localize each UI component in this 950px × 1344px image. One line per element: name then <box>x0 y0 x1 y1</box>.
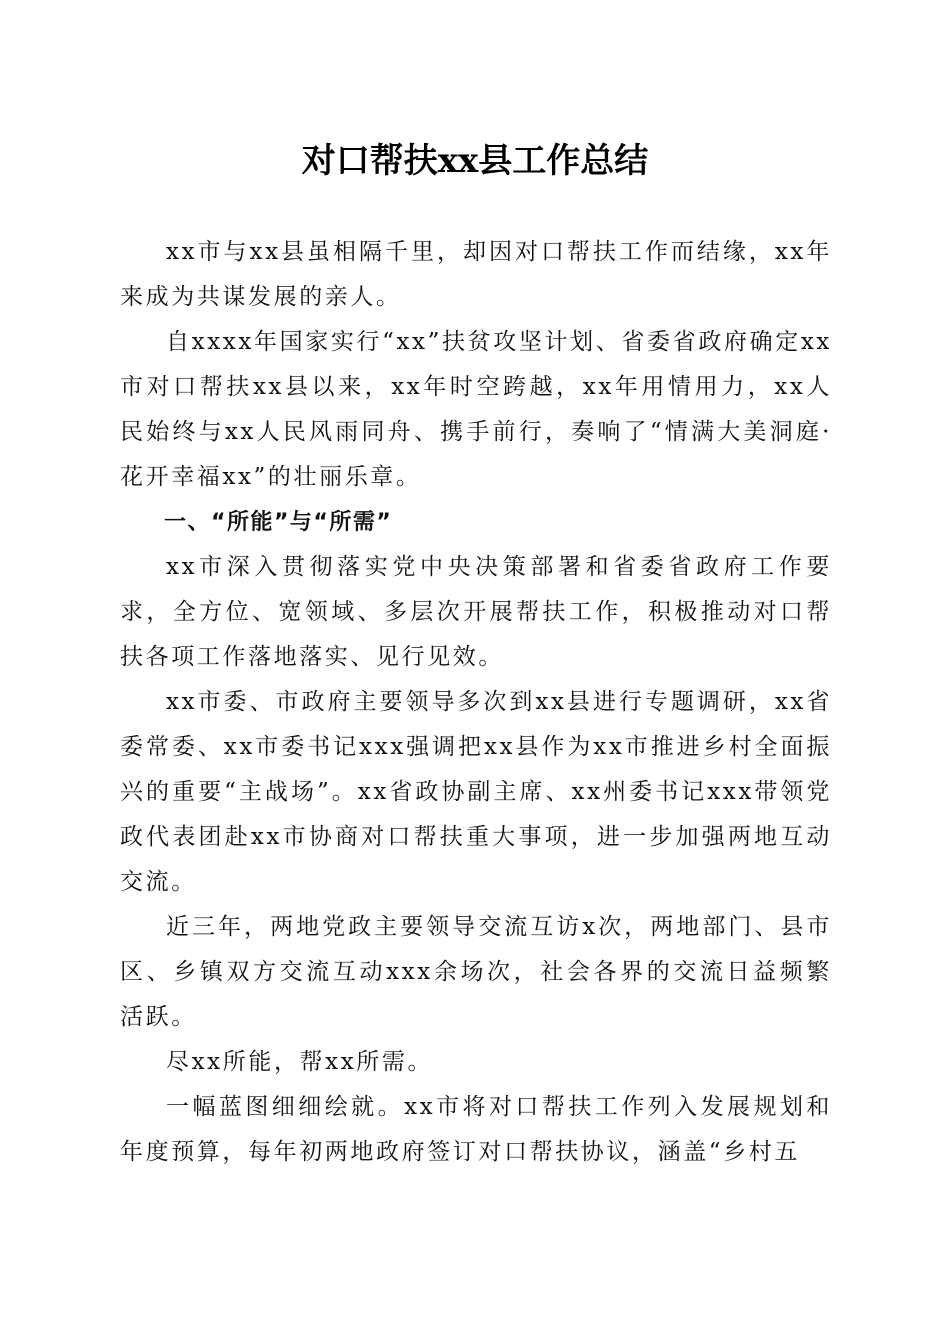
paragraph: xx市深入贯彻落实党中央决策部署和省委省政府工作要求，全方位、宽领域、多层次开展帮扶工作，积极推动对口帮扶各项工作落地落实、见行见效。 <box>120 554 832 670</box>
paragraph: 尽xx所能，帮xx所需。 <box>166 1049 434 1075</box>
paragraph: xx市委、市政府主要领导多次到xx县进行专题调研，xx省委常委、xx市委书记xxx强调把xx县作为xx市推进乡村全面振兴的重要“主战场”。xx省政协副主席、xx州委书记xxx带领党政代表团赴xx市协商对口帮扶重大事项，进一步加强两地互动交流。 <box>120 689 832 895</box>
paragraph: xx市与xx县虽相隔千里，却因对口帮扶工作而结缘，xx年来成为共谋发展的亲人。 <box>120 239 832 310</box>
section-heading: 一、“所能”与“所需” <box>164 510 393 535</box>
document-title: 对口帮扶xx县工作总结 <box>301 141 649 181</box>
paragraph: 近三年，两地党政主要领导交流互访x次，两地部门、县市区、乡镇双方交流互动xxx余场次，社会各界的交流日益频繁活跃。 <box>120 914 832 1030</box>
paragraph: 一幅蓝图细细绘就。xx市将对口帮扶工作列入发展规划和年度预算，每年初两地政府签订对口帮扶协议，涵盖“乡村五 <box>120 1094 832 1165</box>
document-body <box>120 230 832 1175</box>
paragraph: 自xxxx年国家实行“xx”扶贫攻坚计划、省委省政府确定xx市对口帮扶xx县以来，xx年时空跨越，xx年用情用力，xx人民始终与xx人民风雨同舟、携手前行，奏响了“情满大美洞庭·花开幸福xx”的壮丽乐章。 <box>120 329 832 490</box>
